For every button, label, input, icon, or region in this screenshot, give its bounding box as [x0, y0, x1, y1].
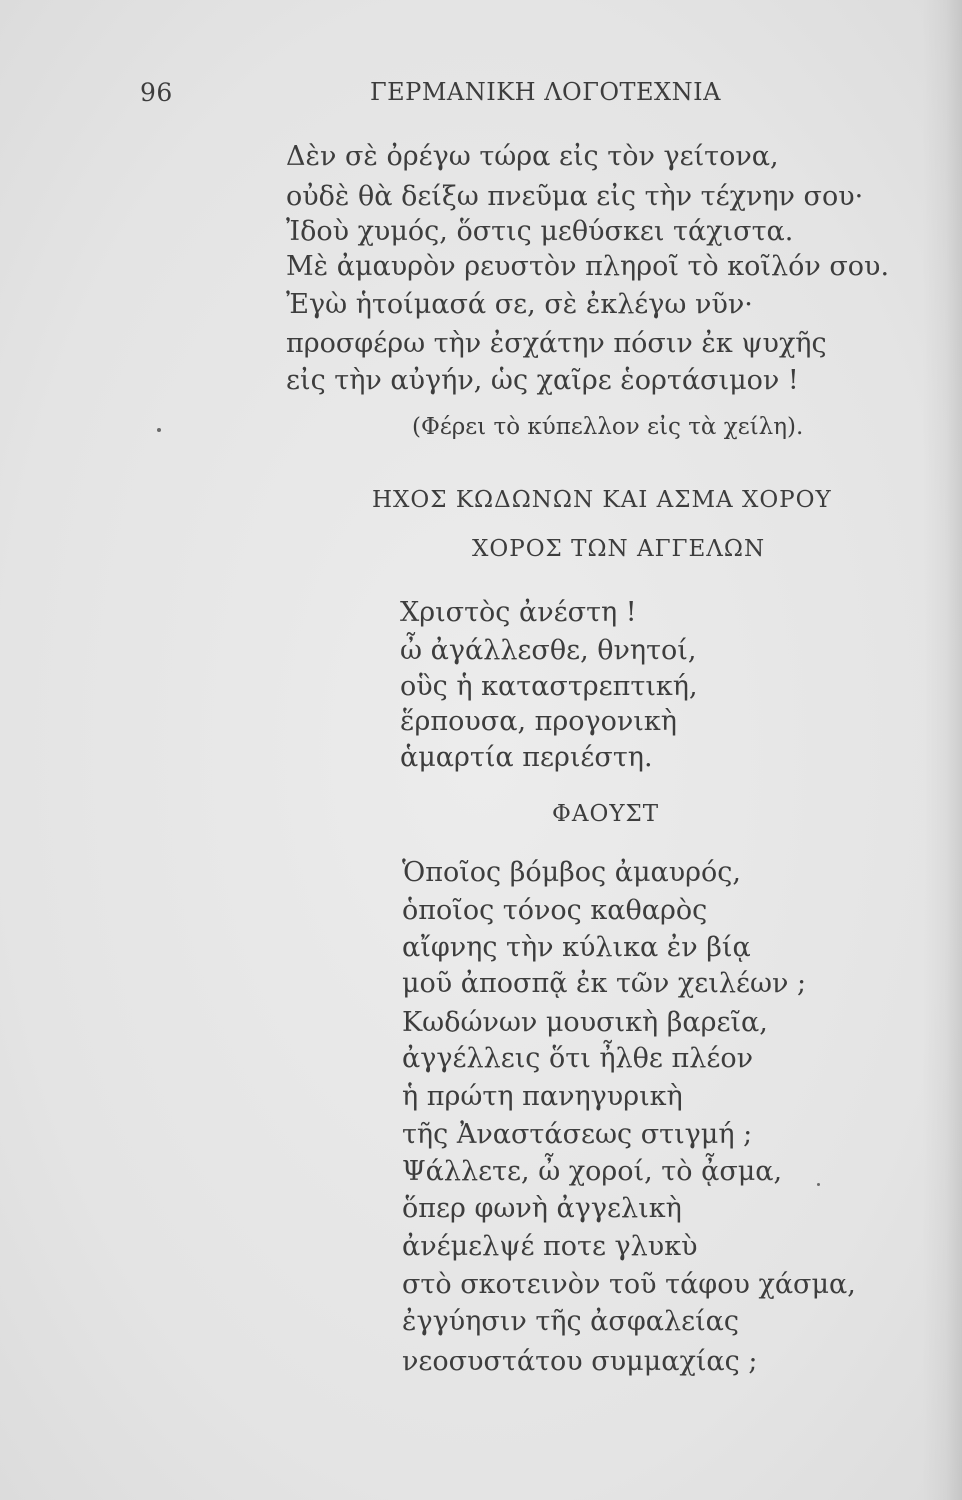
- faust-heading: ΦΑΟΥΣΤ: [552, 801, 660, 827]
- verse-line: ἀνέμελψέ ποτε γλυκὺ: [402, 1231, 698, 1262]
- verse-line: ἀγγέλλεις ὅτι ἦλθε πλέον: [402, 1043, 753, 1074]
- verse-line: ὦ ἀγάλλεσθε, θνητοί,: [400, 635, 697, 666]
- verse-line: Ὁποῖος βόμβος ἀμαυρός,: [402, 857, 741, 888]
- chorus-heading: ΧΟΡΟΣ ΤΩΝ ΑΓΓΕΛΩΝ: [472, 536, 766, 562]
- verse-line: ὁποῖος τόνος καθαρὸς: [402, 895, 708, 926]
- verse-line: ἐγγύησιν τῆς ἀσφαλείας: [402, 1306, 740, 1337]
- verse-line: προσφέρω τὴν ἐσχάτην πόσιν ἐκ ψυχῆς: [286, 328, 827, 359]
- verse-line: ἕρπουσα, προγονικὴ: [400, 706, 677, 737]
- verse-line: οὓς ἡ καταστρεπτική,: [400, 671, 698, 702]
- running-title: ΓΕΡΜΑΝΙΚΗ ΛΟΓΟΤΕΧΝΙΑ: [370, 78, 721, 106]
- verse-line: Μὲ ἀμαυρὸν ρευστὸν πληροῖ τὸ κοῖλόν σου.: [286, 251, 890, 282]
- verse-line: εἰς τὴν αὐγήν, ὡς χαῖρε ἑορτάσιμον !: [286, 365, 799, 396]
- verse-line: τῆς Ἀναστάσεως στιγμή ;: [402, 1119, 753, 1150]
- verse-line: οὐδὲ θὰ δείξω πνεῦμα εἰς τὴν τέχνην σου·: [286, 181, 864, 212]
- section-heading: ΗΧΟΣ ΚΩΔΩΝΩΝ ΚΑΙ ΑΣΜΑ ΧΟΡΟΥ: [372, 487, 832, 513]
- verse-line: αἴφνης τὴν κύλικα ἐν βίᾳ: [402, 932, 751, 963]
- verse-line: νεοσυστάτου συμμαχίας ;: [402, 1346, 758, 1377]
- verse-line: μοῦ ἀποσπᾷ ἐκ τῶν χειλέων ;: [402, 968, 807, 999]
- ink-speck: [817, 1183, 820, 1186]
- verse-line: ὅπερ φωνὴ ἀγγελικὴ: [402, 1193, 682, 1224]
- stage-direction: (Φέρει τὸ κύπελλον εἰς τὰ χείλη).: [412, 414, 804, 440]
- verse-line: Ψάλλετε, ὦ χοροί, τὸ ᾆσμα,: [402, 1156, 783, 1187]
- verse-line: Ἐγὼ ἡτοίμασά σε, σὲ ἐκλέγω νῦν·: [286, 289, 753, 320]
- page-number: 96: [140, 78, 173, 107]
- page-header: [0, 78, 962, 114]
- verse-line: Κωδώνων μουσικὴ βαρεῖα,: [402, 1007, 768, 1038]
- verse-line: Ἰδοὺ χυμός, ὅστις μεθύσκει τάχιστα.: [286, 216, 794, 247]
- verse-line: στὸ σκοτεινὸν τοῦ τάφου χάσμα,: [402, 1269, 856, 1300]
- verse-line: Χριστὸς ἀνέστη !: [400, 597, 637, 628]
- ink-speck: [157, 428, 161, 432]
- verse-line: Δὲν σὲ ὀρέγω τώρα εἰς τὸν γείτονα,: [286, 141, 779, 172]
- verse-line: ἡ πρώτη πανηγυρικὴ: [402, 1081, 683, 1112]
- verse-line: ἁμαρτία περιέστη.: [400, 742, 653, 773]
- page-gutter-shadow: [922, 0, 962, 1500]
